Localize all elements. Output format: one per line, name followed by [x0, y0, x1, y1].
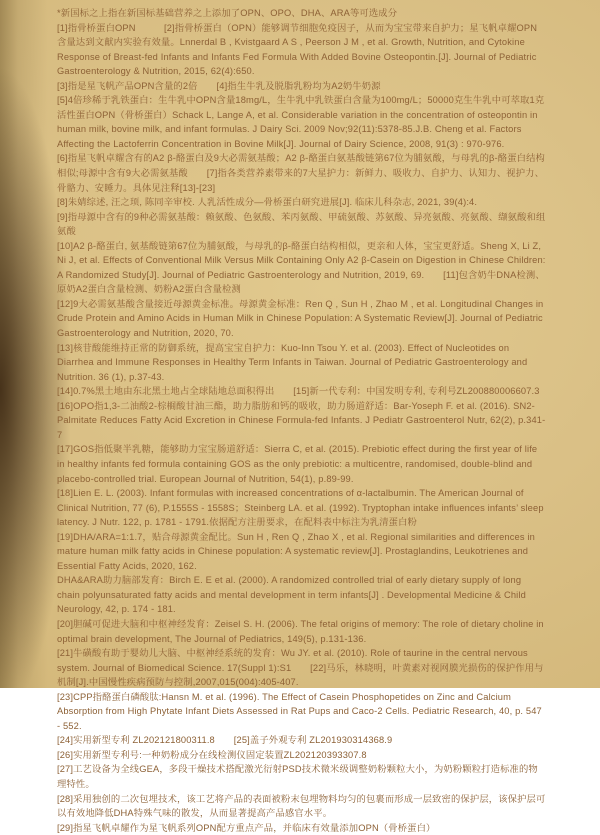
footnote-paragraph: [24]实用新型专利 ZL202121800311.8 [25]盖子外观专利 ZL201930314368.9	[57, 735, 393, 746]
footnote-paragraph: [9]指母源中含有的9种必需氨基酸：赖氨酸、色氨酸、苯丙氨酸、甲硫氨酸、苏氨酸、异亮氨酸、亮氨酸、缬氨酸和组氨酸	[57, 211, 546, 237]
footnotes-block	[57, 6, 546, 835]
footnote-paragraph: [18]Lien E. L. (2003). Infant formulas with increased concentrations of α-lactalbumin. The American Journal of Clinical Nutrition, 77 (6), P.1555S - 1558S；Steinberg LA. et al. (1992). Tryptophan intake influences infants’ sleep latency. J Nutr. 122, p. 1781 - 1791.依据配方注册要求，在配料表中标注为乳清蛋白粉	[57, 488, 547, 528]
footnote-paragraph: [1]指骨桥蛋白OPN [2]指骨桥蛋白（OPN）能够调节细胞免疫因子，从而为宝宝带来自护力；星飞帆卓耀OPN含量达到文献内实验有效量。Lnnerdal B , Kvistgaard A S , Peerson J M , et al. Growth, Nutrition, and Cytokine Response of Breast-fed Infants and Infants Fed Formula With Added Bovine Osteopontin.[J]. Journal of Pediatric Gastroenterology & Nutrition, 2015, 62(4):650.	[57, 22, 540, 77]
footnote-paragraph: [26]实用新型专利号:一种奶粉成分在线检测仪固定装置ZL202120393307.8	[57, 749, 367, 760]
footnote-paragraph: [28]采用独创的二次包埋技术，该工艺将产品的表面被粉末包埋物料均匀的包裹而形成一层致密的保护层，该保护层可以有效地降低DHA特殊气味的散发，从而显著提高产品感官水平。	[57, 793, 546, 819]
footnote-paragraph: [29]指星飞帆卓耀作为星飞帆系列OPN配方重点产品，并临床有效量添加OPN（骨桥蛋白）	[57, 822, 436, 833]
footnote-paragraph: [5]4倍珍稀于乳铁蛋白：生牛乳中OPN含量18mg/L，生牛乳中乳铁蛋白含量为100mg/L；50000克生牛乳中可萃取1克活性蛋白OPN（骨桥蛋白）Schack L, Lange A, et al. Considerable variation in the concentration of osteopontin in human milk, bovine milk, and infant formulas. J Dairy Sci. 2009 Nov;92(11):5378-85.J.B. Cheng et al. Factors Affecting the Lactoferrin Concentration in Bovine Milk[J]. Journal of Dairy Science, 2008, 91(3) : 970-976.	[57, 95, 545, 149]
footnote-paragraph: [21]牛磺酸有助于婴幼儿大脑、中枢神经系统的发育：Wu JY. et al. (2010). Role of taurine in the central nervous system. Journal of Biomedical Science. 17(Suppl 1):S1 [22]马乐，林晓明，叶黄素对视网膜光损伤的保护作用与机制[J].中国慢性疾病预防与控制,2007,015(004):405-407.	[57, 648, 544, 688]
footnote-paragraph: [8]朱婧综述, 汪之顼, 陈同辛审校. 人乳活性成分—骨桥蛋白研究进展[J]. 临床儿科杂志, 2021, 39(4):4.	[57, 197, 478, 208]
footnote-paragraph: [10]A2 β-酪蛋白, 氨基酸链第67位为脯氨酸，与母乳的β-酪蛋白结构相似，更亲和人体，宝宝更舒适。Sheng X, Li Z, Ni J, et al. Effects of Conventional Milk Versus Milk Containing Only A2 β-Casein on Digestion in Chinese Children: A Randomized Study[J]. Journal of Pediatric Gastroenterology and Nutrition, 2019, 69. [11]包含奶牛DNA检测、原奶A2蛋白含量检测、奶粉A2蛋白含量检测	[57, 240, 548, 295]
footnote-paragraph: [6]指星飞帆卓耀含有的A2 β-酪蛋白及9大必需氨基酸；A2 β-酪蛋白氨基酸链第67位为脯氨酸，与母乳的β-酪蛋白结构相似;母源中含有9大必需氨基酸 [7]指各类营养素带来的7大星护力：新鲜力、吸收力、自护力、认知力、视护力、骨骼力、安睡力。具体见注释[13]-[23]	[57, 153, 546, 193]
footnote-paragraph: [3]指是星飞帆产品OPN含量的2倍 [4]指生牛乳及脱脂乳粉均为A2奶牛奶源	[57, 80, 381, 91]
footnote-paragraph: [27]工艺设备为全线GEA，多段干燥技术搭配激光衍射PSD技术微米级调整奶粉颗粒大小，为奶粉颗粒打造标准的物理特性。	[57, 764, 538, 789]
footnote-paragraph: [13]核苷酸能维持正常的防御系统，提高宝宝自护力：Kuo-Inn Tsou Y. et al. (2003). Effect of Nucleotides on Diarrhea and Immune Responses in Healthy Term Infants in Taiwan. Journal of Pediatric Gastroenterology and Nutrition. 36 (1), p.37-43.	[57, 342, 531, 382]
footnote-paragraph: [20]胆碱可促进大脑和中枢神经发育：Zeisel S. H. (2006). The fetal origins of memory: The role of dietary choline in optimal brain development, The Journal of Pediatrics, 149(5), p.131-136.	[57, 618, 547, 644]
footnote-paragraph: [14]0.7%黑土地由东北黑土地占全球陆地总面积得出 [15]新一代专利：中国发明专利, 专利号ZL200880006607.3	[57, 386, 540, 397]
footnote-paragraph: [16]OPO指1,3-二油酸2-棕榈酸甘油三酯，助力脂肪和钙的吸收，助力肠道舒适：Bar-Yoseph F. et al. (2016). SN2-Palmitate Reduces Fatty Acid Excretion in Chinese Formula-fed Infants. J Pediatr Gastroenterol Nutr, 62(2), p.341-7	[57, 400, 546, 440]
footnote-paragraph: [12]9大必需氨基酸含量接近母源黄金标准。母源黄金标准：Ren Q , Sun H , Zhao M , et al. Longitudinal Changes in Crude Protein and Amino Acids in Human Milk in Chinese Population: A Systematic Review[J]. Journal of Pediatric Gastroenterology and Nutrition, 2020, 70.	[57, 298, 547, 339]
footnote-paragraph: [17]GOS指低聚半乳糖，能够助力宝宝肠道舒适：Sierra C, et al. (2015). Prebiotic effect during the first year of life in healthy infants fed formula containing GOS as the only prebiotic: a multicentre, randomised, double-blind and placebo-controlled trial. European Journal of Nutrition, 54(1), p.89-99.	[57, 444, 540, 484]
footnote-paragraph: [23]CPP指酪蛋白磷酸肽:Hansn M. et al. (1996). The Effect of Casein Phosphopetides on Zinc and Calcium Absorption from High Phytate Infant Diets Assessed in Rat Pups and Caco-2 Cells. Pediatric Research, 40, p. 547 - 552.	[57, 691, 545, 731]
footnote-paragraph: *新国标之上指在新国标基础营养之上添加了OPN、OPO、DHA、ARA等可选成分	[57, 8, 398, 18]
footnote-paragraph: DHA&ARA助力脑部发育：Birch E. E et al. (2000). A randomized controlled trial of early dietary supply of long chain polyunsaturated fatty acids and mental development in term infants[J] . Developmental Medicine & Child Neurology, 42, p. 174 - 181.	[57, 575, 529, 615]
footnote-paragraph: [19]DHA/ARA=1:1.7，贴合母源黄金配比。Sun H , Ren Q , Zhao X , et al. Regional similarities and differences in mature human milk fatty acids in Chinese population: A systematic review[J]. Prostaglandins, Leukotrienes and Essential Fatty Acids, 2020, 162.	[57, 531, 538, 571]
